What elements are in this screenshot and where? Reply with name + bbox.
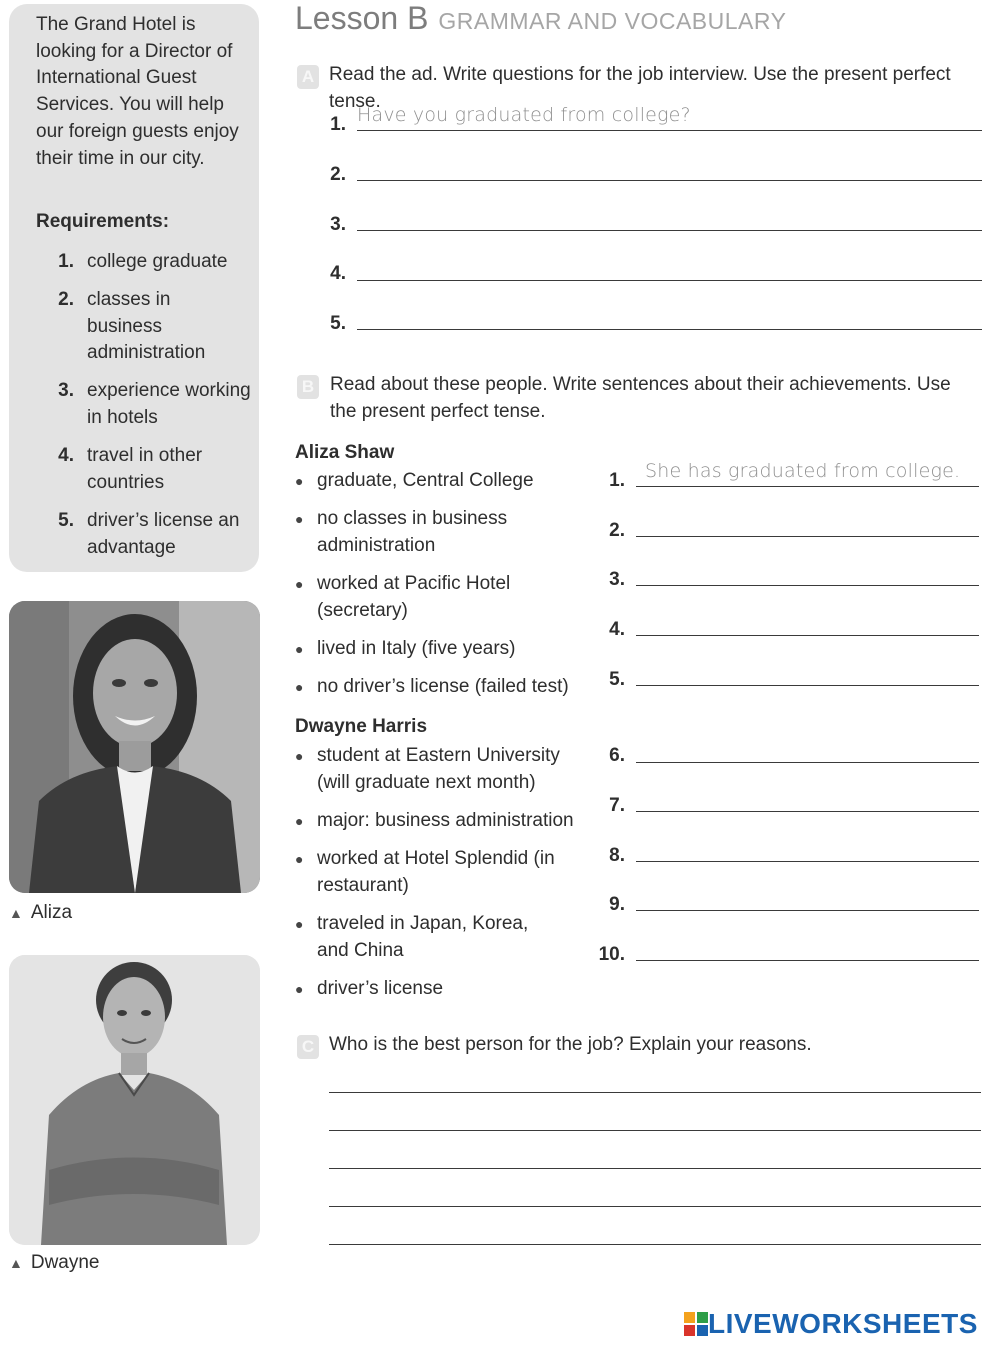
dwayne-name: Dwayne Harris: [295, 716, 428, 737]
aliza-caption-text: Aliza: [30, 902, 73, 923]
fact-text: worked at Pacific Hotel (secretary): [317, 573, 511, 621]
bullet-icon: ●: [295, 851, 304, 867]
bullet-icon: ●: [295, 641, 304, 657]
requirement-text: classes in business administration: [87, 289, 206, 364]
bullet-icon: ●: [295, 679, 304, 695]
bullet-icon: ●: [295, 511, 304, 527]
liveworksheets-logo-icon: [684, 1312, 708, 1336]
answer-line[interactable]: [329, 1092, 981, 1093]
bullet-icon: ●: [295, 473, 304, 489]
answer-line[interactable]: [329, 1206, 981, 1207]
answer-line[interactable]: [357, 180, 982, 181]
sentence-number: 1.: [609, 470, 625, 491]
answer-line[interactable]: [357, 329, 982, 330]
answer-line[interactable]: [636, 960, 979, 961]
bullet-icon: ●: [295, 916, 304, 932]
fact-text: driver’s license: [317, 978, 444, 999]
bullet-icon: ●: [295, 813, 304, 829]
sentence-number: 9.: [609, 894, 625, 915]
question-number: 3.: [330, 214, 346, 235]
requirements-heading: Requirements:: [36, 211, 170, 232]
fact-text: no classes in business administration: [317, 508, 508, 556]
bullet-icon: ●: [295, 748, 304, 764]
sentence-number: 10.: [598, 944, 625, 965]
sentence-number: 2.: [609, 520, 625, 541]
answer-line[interactable]: [636, 811, 979, 812]
fact-text: major: business administration: [317, 810, 574, 831]
example-answer: Have you graduated from college?: [357, 104, 691, 126]
man-portrait-icon: [9, 955, 260, 1245]
answer-line[interactable]: [636, 486, 979, 487]
answer-line[interactable]: [636, 762, 979, 763]
lesson-heading: [295, 0, 786, 37]
answer-line[interactable]: [636, 585, 979, 586]
fact-text: traveled in Japan, Korea, and China: [317, 913, 529, 961]
fact-text: graduate, Central College: [317, 470, 534, 491]
bullet-icon: ●: [295, 981, 304, 997]
answer-line[interactable]: [357, 230, 982, 231]
answer-line[interactable]: [329, 1244, 981, 1245]
answer-line[interactable]: [636, 635, 979, 636]
sentence-number: 7.: [609, 795, 625, 816]
answer-line[interactable]: [329, 1130, 981, 1131]
dwayne-caption: [9, 1252, 100, 1274]
triangle-icon: ▲: [9, 905, 23, 921]
requirement-number: 5.: [58, 510, 74, 531]
requirement-number: 2.: [58, 289, 74, 310]
dwayne-photo: [9, 955, 260, 1245]
dwayne-caption-text: Dwayne: [30, 1252, 100, 1273]
job-ad-intro: The Grand Hotel is looking for a Director of International Guest Services. You will help our foreign guests enjoy their time in our city.: [36, 14, 239, 169]
requirement-number: 1.: [58, 251, 74, 272]
question-number: 2.: [330, 164, 346, 185]
aliza-photo: [9, 601, 260, 893]
requirement-text: driver’s license an advantage: [87, 510, 240, 558]
section-a-badge: A: [297, 65, 319, 89]
answer-line[interactable]: [357, 130, 982, 131]
sentence-number: 5.: [609, 669, 625, 690]
liveworksheets-logo-text: LIVEWORKSHEETS: [708, 1308, 978, 1339]
requirement-number: 4.: [58, 445, 74, 466]
sentence-number: 4.: [609, 619, 625, 640]
lesson-title: Lesson B: [295, 0, 429, 36]
sentence-number: 3.: [609, 569, 625, 590]
requirement-text: travel in other countries: [87, 445, 203, 493]
question-number: 4.: [330, 263, 346, 284]
answer-line[interactable]: [636, 910, 979, 911]
example-answer: She has graduated from college.: [645, 460, 961, 482]
aliza-caption: [9, 902, 72, 924]
question-number: 1.: [330, 114, 346, 135]
fact-text: worked at Hotel Splendid (in restaurant): [317, 848, 555, 896]
fact-text: student at Eastern University (will graduate next month): [317, 745, 560, 793]
requirement-text: college graduate: [87, 251, 228, 272]
requirement-text: experience working in hotels: [87, 380, 251, 428]
woman-portrait-icon: [9, 601, 260, 893]
section-c-badge: C: [297, 1035, 319, 1059]
answer-line[interactable]: [636, 536, 979, 537]
sentence-number: 6.: [609, 745, 625, 766]
answer-line[interactable]: [636, 861, 979, 862]
aliza-name: Aliza Shaw: [295, 442, 395, 463]
requirement-number: 3.: [58, 380, 74, 401]
section-b-badge: B: [297, 375, 319, 399]
lesson-subtitle: GRAMMAR AND VOCABULARY: [438, 8, 787, 34]
section-c-instruction: Who is the best person for the job? Explain your reasons.: [329, 1034, 812, 1055]
fact-text: lived in Italy (five years): [317, 638, 516, 659]
fact-text: no driver’s license (failed test): [317, 676, 569, 697]
answer-line[interactable]: [357, 280, 982, 281]
answer-line[interactable]: [329, 1168, 981, 1169]
sentence-number: 8.: [609, 845, 625, 866]
triangle-icon: ▲: [9, 1255, 23, 1271]
bullet-icon: ●: [295, 576, 304, 592]
answer-line[interactable]: [636, 685, 979, 686]
question-number: 5.: [330, 313, 346, 334]
section-a-instruction: Read the ad. Write questions for the job interview. Use the present perfect tense.: [329, 64, 951, 112]
section-b-instruction: Read about these people. Write sentences about their achievements. Use the present perfect tense.: [330, 374, 951, 422]
